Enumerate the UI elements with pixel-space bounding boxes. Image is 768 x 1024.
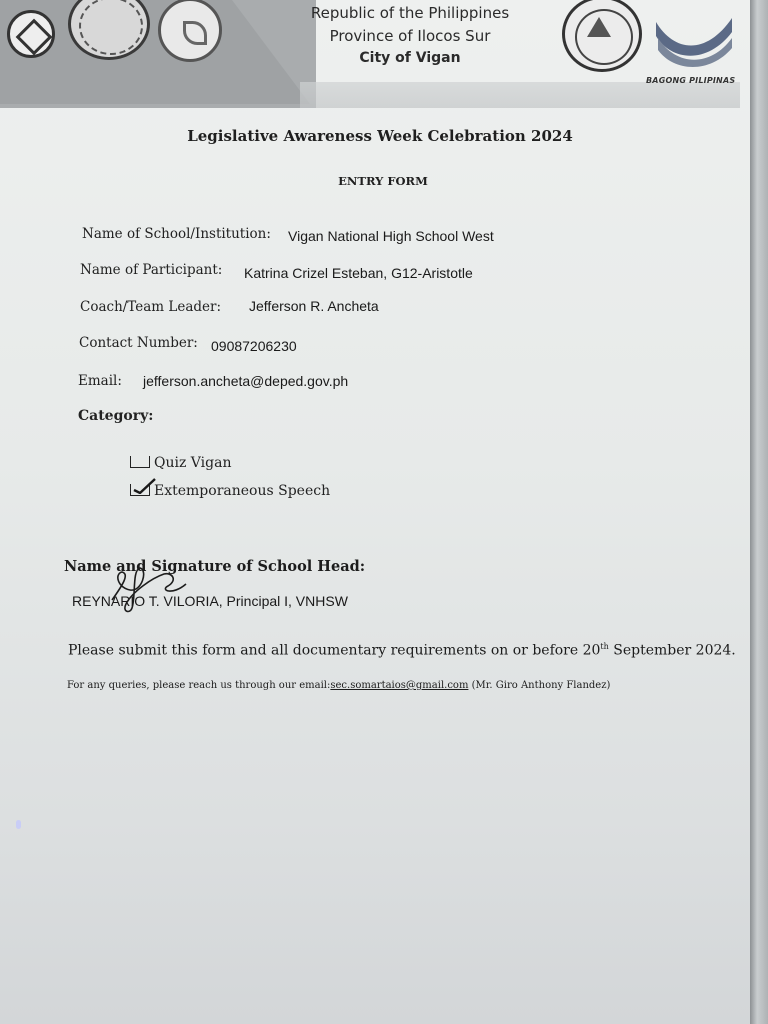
unesco-seal-icon bbox=[7, 10, 55, 58]
page-edge bbox=[750, 0, 768, 1024]
checkmark-icon bbox=[131, 478, 157, 494]
category-option-quiz[interactable] bbox=[130, 455, 231, 471]
submission-note-before: Please submit this form and all documentary requirements on or before 20 bbox=[68, 642, 601, 659]
email-value: jefferson.ancheta@deped.gov.ph bbox=[143, 373, 349, 389]
school-head-value: REYNARIO T. VILORIA, Principal I, VNHSW bbox=[72, 593, 348, 609]
submission-note bbox=[68, 642, 736, 659]
queries-line bbox=[67, 680, 610, 691]
contact-value: 09087206230 bbox=[211, 338, 297, 354]
coach-label: Coach/Team Leader: bbox=[80, 299, 222, 315]
bagong-pilipinas-logo-icon bbox=[654, 8, 734, 70]
checkbox-quiz[interactable] bbox=[130, 456, 150, 468]
category-option-extemporaneous[interactable] bbox=[130, 483, 330, 499]
participant-label: Name of Participant: bbox=[80, 262, 223, 278]
school-value: Vigan National High School West bbox=[288, 228, 494, 244]
option-quiz-label: Quiz Vigan bbox=[154, 455, 232, 471]
queries-email-link[interactable]: sec.somartaios@gmail.com bbox=[330, 680, 469, 691]
school-head-label: Name and Signature of School Head: bbox=[64, 558, 366, 575]
contact-label: Contact Number: bbox=[79, 335, 198, 351]
queries-suffix: (Mr. Giro Anthony Flandez) bbox=[468, 680, 611, 691]
bagong-pilipinas-label: BAGONG PILIPINAS bbox=[646, 76, 736, 85]
signature-icon bbox=[108, 556, 190, 616]
header-republic: Republic of the Philippines bbox=[310, 4, 510, 22]
form-subtitle: ENTRY FORM bbox=[338, 174, 428, 188]
queries-prefix: For any queries, please reach us through our email: bbox=[67, 680, 331, 691]
header-province: Province of Ilocos Sur bbox=[329, 27, 491, 45]
category-label: Category: bbox=[78, 408, 154, 424]
skyline-graphic bbox=[300, 82, 740, 108]
submission-note-sup: th bbox=[600, 642, 609, 651]
checkbox-extemporaneous[interactable] bbox=[130, 484, 150, 496]
light-spot bbox=[16, 820, 21, 829]
email-label: Email: bbox=[78, 373, 122, 389]
option-extemporaneous-label: Extemporaneous Speech bbox=[154, 483, 331, 499]
leaf-seal-icon bbox=[158, 0, 222, 62]
sangguniang-seal-icon bbox=[562, 0, 642, 72]
submission-note-after: September 2024. bbox=[608, 642, 736, 659]
coach-value: Jefferson R. Ancheta bbox=[249, 298, 379, 314]
participant-value: Katrina Crizel Esteban, G12-Aristotle bbox=[244, 265, 473, 281]
header-city: City of Vigan bbox=[359, 50, 461, 66]
school-label: Name of School/Institution: bbox=[82, 226, 271, 242]
page-title: Legislative Awareness Week Celebration 2024 bbox=[187, 127, 573, 145]
